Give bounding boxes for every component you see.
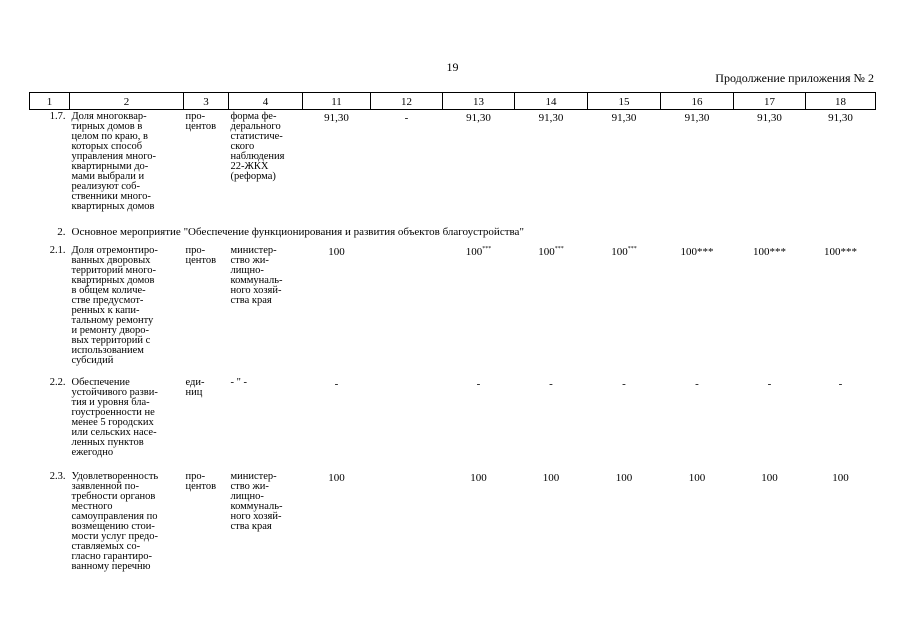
header-cell: 14 (515, 93, 588, 110)
value-18: - (838, 377, 843, 390)
value-11: - (334, 377, 339, 390)
value-13: 91,30 (466, 112, 491, 124)
value-13: - (476, 377, 481, 390)
value-17: 91,30 (757, 112, 782, 124)
row-number: 2.2. (49, 376, 66, 388)
continuation-label: Продолжение приложения № 2 (715, 71, 874, 85)
source: форма фе- дерального статистиче- ского наблюдения 22-ЖКХ (реформа) (230, 111, 285, 182)
header-cell: 2 (70, 93, 184, 110)
value-12 (371, 244, 443, 376)
table-row (30, 244, 876, 376)
value-14: 100*** (538, 245, 564, 258)
header-cell: 13 (443, 93, 515, 110)
row-number: 1.7. (49, 111, 66, 122)
value-15: 100*** (611, 245, 637, 258)
header-cell: 12 (371, 93, 443, 110)
indicator-name: Обеспечение устойчивого разви- тия и уровня бла- гоустроенности не менее 5 городских или сельских насе- ленных пунктов ежегодно (71, 376, 158, 458)
header-cell: 11 (303, 93, 371, 110)
indicator-name: Доля многоквар- тирных домов в целом по краю, в которых способ управления много- квартирными до- мами выбрали и реализуют соб- ственники много- квартирных домов (71, 111, 156, 212)
value-18: 91,30 (828, 112, 853, 124)
header-cell: 4 (229, 93, 303, 110)
table-row (30, 110, 876, 226)
indicator-name: Удовлетворенность заявленной по- требности органов местного самоуправления по возмещению стои- мости услуг предо- ставляемых со- гласно гарантиро- ванному перечню (71, 470, 159, 572)
value-13: 100 (470, 471, 487, 484)
source: - " - (230, 376, 248, 388)
value-17: - (767, 377, 772, 390)
value-11: 100 (328, 471, 345, 484)
section-row (30, 226, 876, 244)
indicators-table (29, 92, 876, 582)
value-11: 100 (328, 245, 345, 258)
table-row (30, 470, 876, 582)
value-16: 91,30 (684, 112, 710, 124)
row-number: 2.3. (49, 470, 66, 482)
header-cell: 1 (30, 93, 70, 110)
unit: про- центов (185, 111, 217, 132)
header-cell: 16 (661, 93, 734, 110)
value-15: 100 (615, 471, 633, 484)
row-number: 2.1. (49, 244, 66, 256)
value-12 (371, 470, 443, 582)
header-row (30, 93, 876, 110)
value-17: 100 (761, 471, 778, 484)
header-cell: 15 (588, 93, 661, 110)
value-17: 100*** (753, 245, 786, 258)
source: министер- ство жи- лищно- коммуналь- ного хозяй- ства края (230, 244, 283, 306)
value-12 (371, 376, 443, 470)
value-11: 91,30 (324, 112, 349, 124)
value-18: 100*** (824, 245, 857, 258)
value-14: 91,30 (538, 112, 564, 124)
section-number: 2. (57, 225, 66, 238)
table-row (30, 376, 876, 470)
source: министер- ство жи- лищно- коммуналь- ного хозяй- ства края (230, 470, 283, 532)
section-title: Основное мероприятие "Обеспечение функционирования и развития объектов благоустройства" (71, 225, 524, 238)
header-cell: 18 (806, 93, 876, 110)
value-16: 100*** (680, 245, 714, 258)
value-18: 100 (832, 471, 849, 484)
value-15: - (622, 377, 626, 390)
value-13: 100*** (465, 245, 492, 258)
value-12: - (404, 112, 409, 124)
unit: про- центов (185, 470, 217, 492)
unit: про- центов (185, 244, 217, 266)
value-16: 100 (688, 471, 706, 484)
header-cell: 17 (734, 93, 806, 110)
value-14: - (549, 377, 553, 390)
value-16: - (695, 377, 699, 390)
page-number: 19 (446, 60, 459, 74)
value-15: 91,30 (611, 112, 637, 124)
indicator-name: Доля отремонтиро- ванных дворовых территорий много- квартирных домов в общем количе- стве предусмот- ренных к капи- тальному ремонту и ремонту дворо- вых территорий с использованием субсидий (71, 244, 158, 366)
unit: еди- ниц (185, 376, 205, 398)
header-cell: 3 (184, 93, 229, 110)
value-14: 100 (542, 471, 560, 484)
